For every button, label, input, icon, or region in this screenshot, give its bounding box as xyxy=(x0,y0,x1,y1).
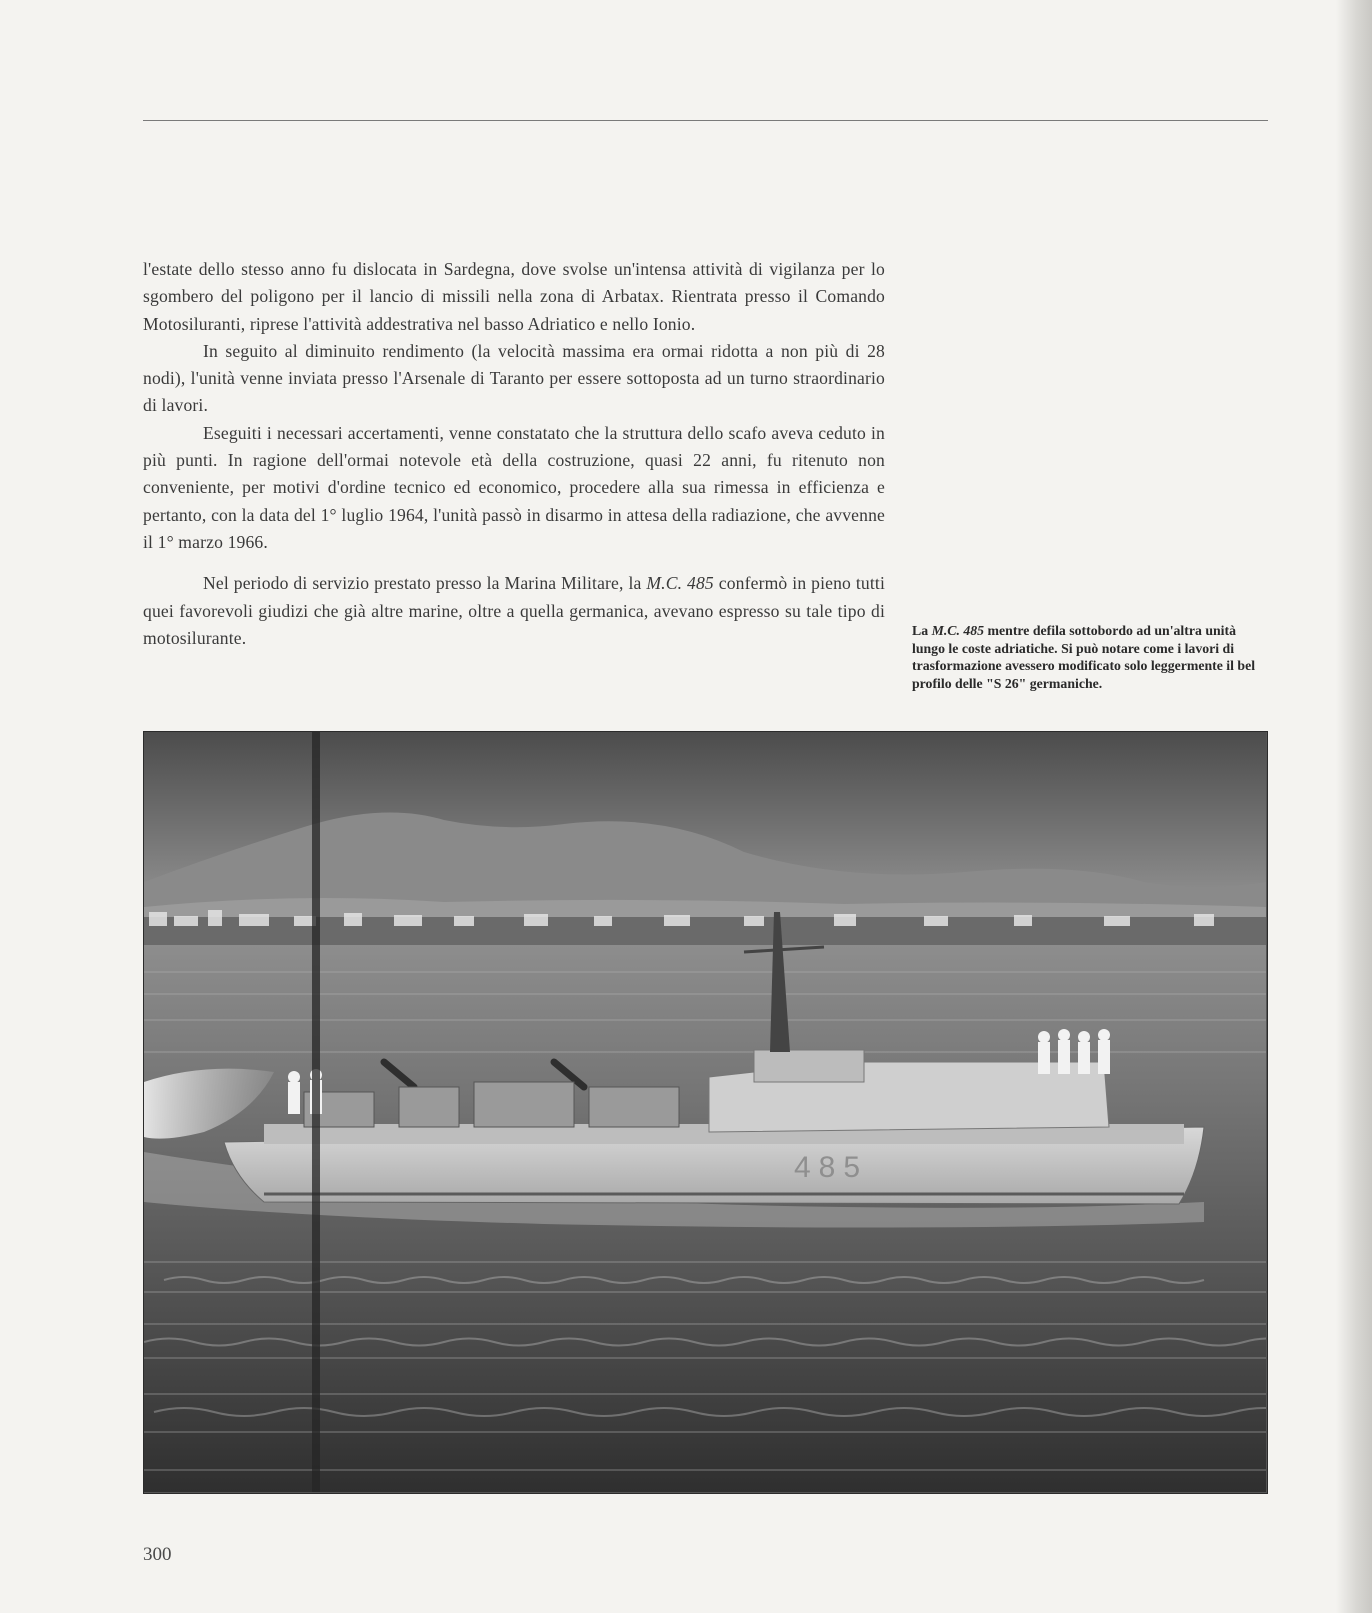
boat-photograph xyxy=(143,731,1268,1494)
caption-vessel-name: M.C. 485 xyxy=(931,623,985,638)
paragraph-4-vessel-name: M.C. 485 xyxy=(646,573,714,594)
photo-illustration xyxy=(144,732,1266,1492)
page-edge-shadow xyxy=(1336,0,1372,1613)
paragraph-3: Eseguiti i necessari accertamenti, venne constatato che la struttura dello scafo aveva ceduto in più punti. In ragione dell'ormai notevole età della costruzione, quasi 22 anni, fu ritenuto non conveniente, per motivi d'ordine tecnico ed economico, procedere alla sua rimessa in efficienza e pertanto, con la data del 1° luglio 1964, l'unità passò in disarmo in attesa della radiazione, che avvenne il 1° marzo 1966. xyxy=(143,422,885,552)
paragraph-1: l'estate dello stesso anno fu dislocata in Sardegna, dove svolse un'intensa attività di vigilanza per lo sgombero del poligono per il lancio di missili nella zona di Arbatax. Rientrata presso il Comando Motosiluranti, riprese l'attività addestrativa nel basso Adriatico e nello Ionio. xyxy=(143,259,885,334)
body-text xyxy=(143,256,885,652)
caption-end: mentre defila sottobordo ad un'altra unità lungo le coste adriatiche. Si può notare come i lavori di trasformazione avessero modificato solo leggermente il bel profilo delle "S 26" germaniche. xyxy=(912,623,1256,691)
paragraph-2: In seguito al diminuito rendimento (la velocità massima era ormai ridotta a non più di 28 nodi), l'unità venne inviata presso l'Arsenale di Taranto per essere sottoposta ad un turno straordinario di lavori. xyxy=(143,340,885,416)
caption-start: La xyxy=(912,623,932,638)
paragraph-4-end: confermò in pieno tutti quei favorevoli giudizi che già altre marine, oltre a quella germanica, avevano espresso su tale tipo di motosilurante. xyxy=(143,573,885,648)
header-rule xyxy=(143,120,1268,121)
paragraph-4 xyxy=(143,570,885,652)
hull-number: 485 xyxy=(794,1151,869,1184)
film-scratch xyxy=(312,732,320,1492)
photo-caption xyxy=(912,622,1272,692)
page-number: 300 xyxy=(143,1544,172,1565)
boat-bridge xyxy=(754,1050,864,1082)
paragraph-4-start: Nel periodo di servizio prestato presso la Marina Militare, la xyxy=(203,573,647,594)
